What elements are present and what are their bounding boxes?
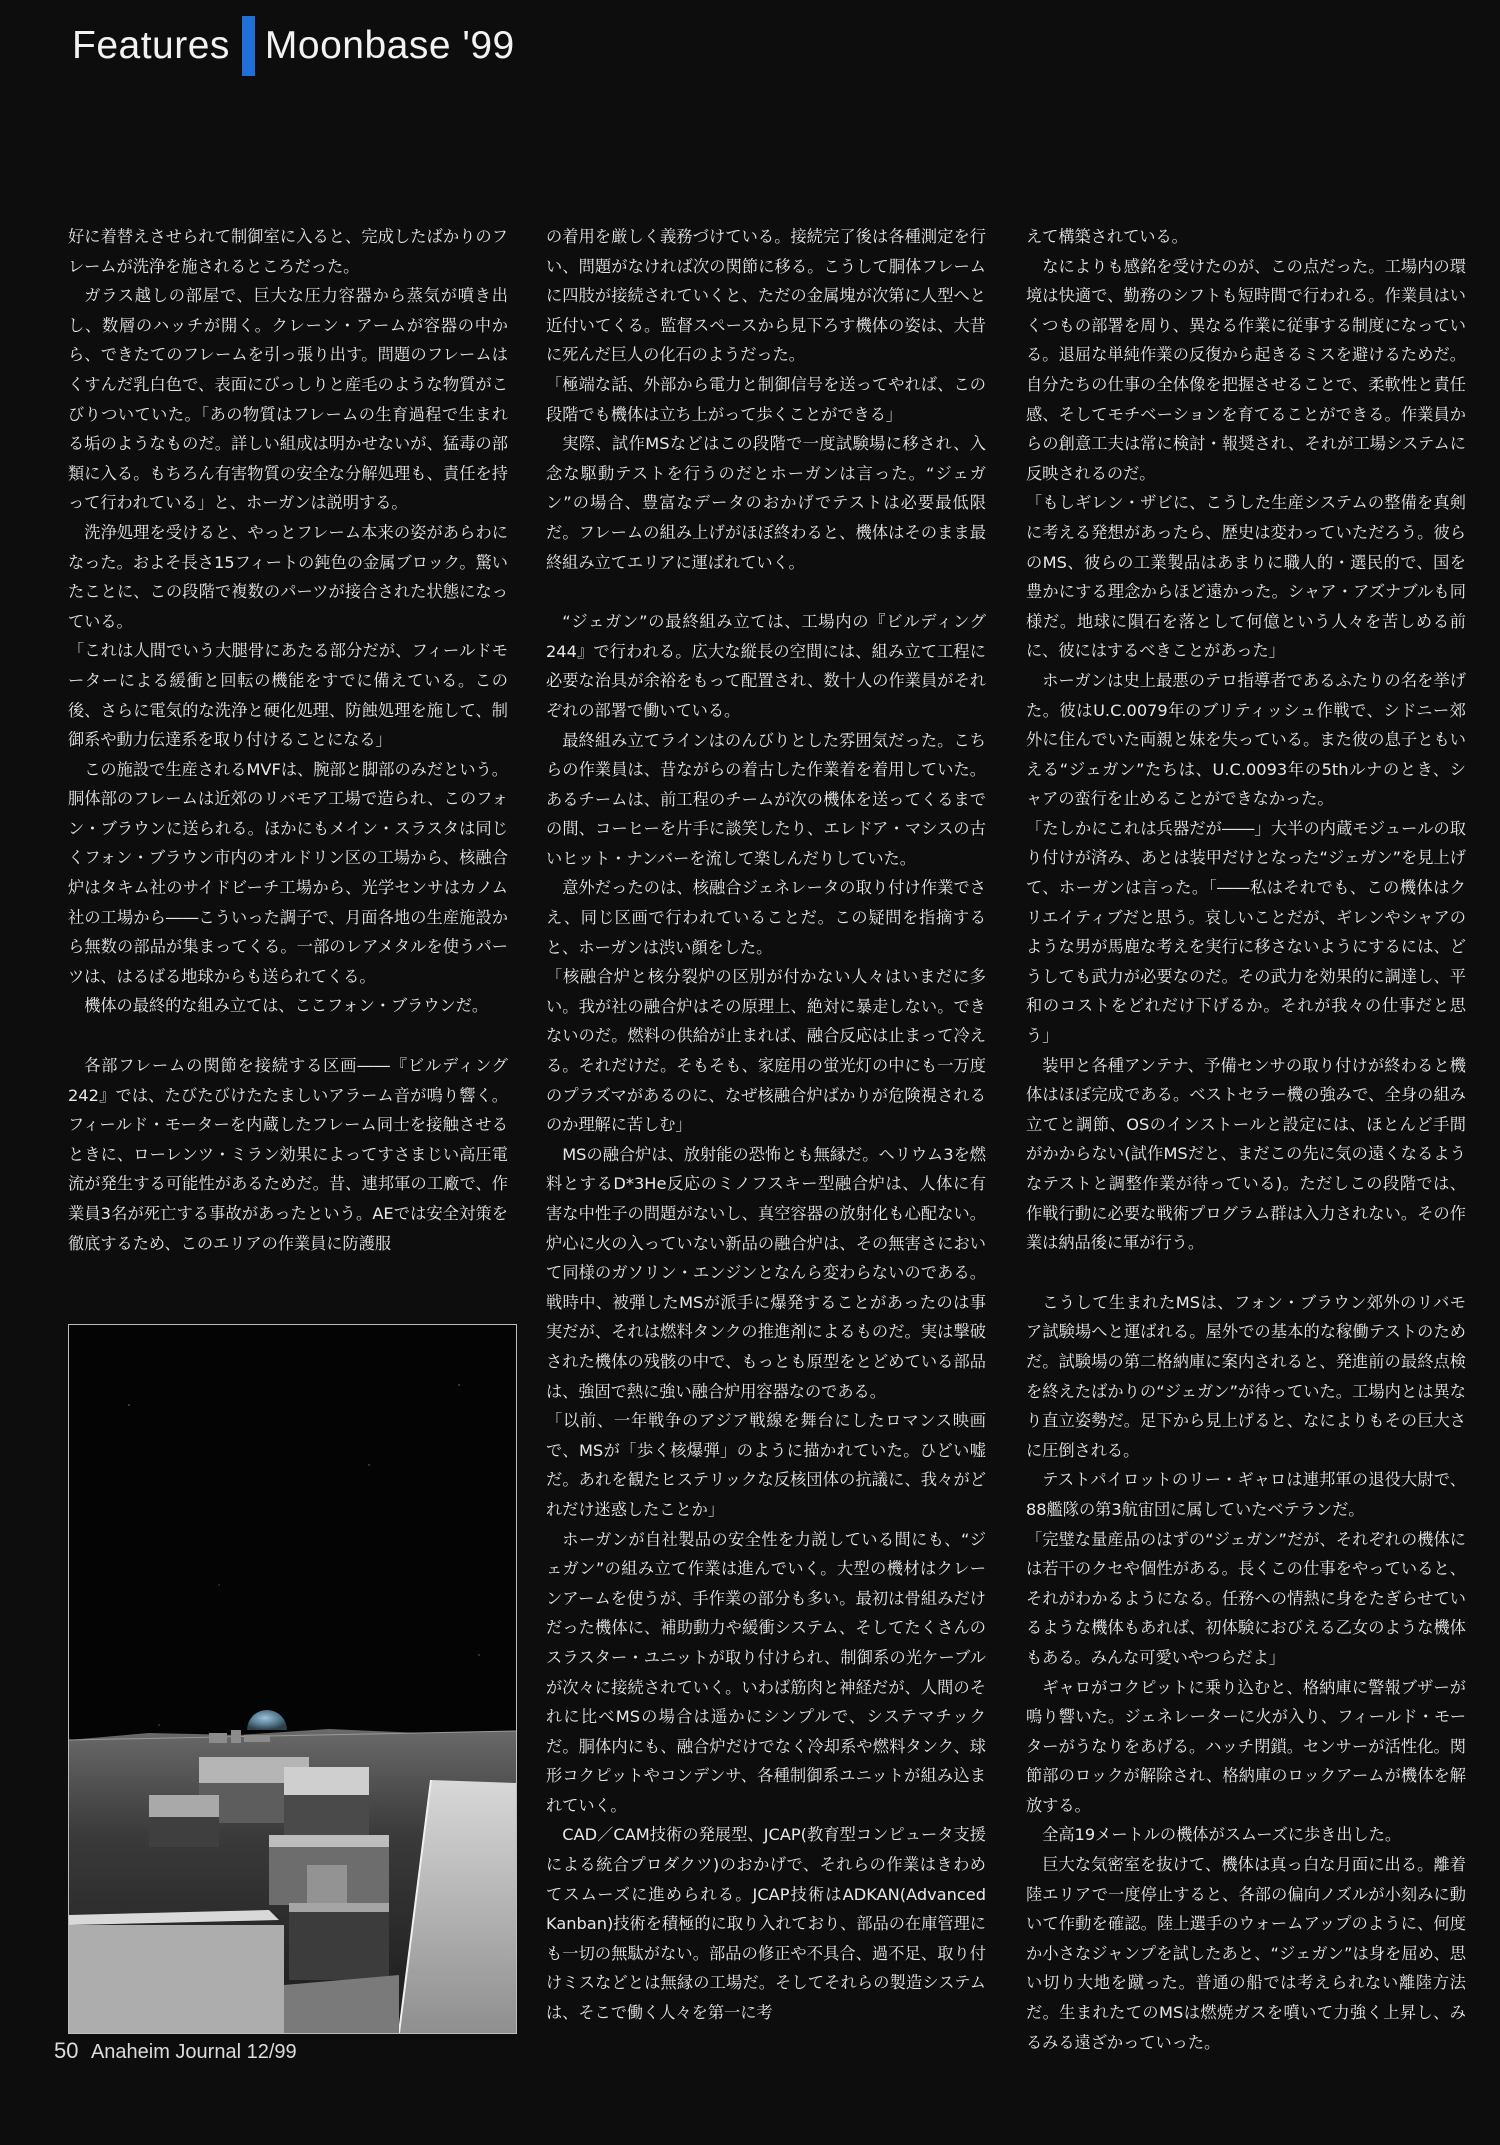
- page-header: [72, 20, 515, 72]
- paragraph: 巨大な気密室を抜けて、機体は真っ白な月面に出る。離着陸エリアで一度停止すると、各部の偏向ノズルが小刻みに動いて作動を確認。陸上選手のウォームアップのように、何度か小さなジャンプを試したあと、“ジェガン”は身を屈め、思い切り大地を蹴った。普通の船では考えられない離陸方法だ。生まれたてのMSは燃焼ガスを噴いて力強く上昇し、みるみる遠ざかっていった。: [1026, 1855, 1466, 2052]
- paragraph: CAD／CAM技術の発展型、JCAP(教育型コンピュータ支援による統合プロダクツ)のおかげで、それらの作業はきわめてスムーズに進められる。JCAP技術はADKAN(Advanced Kanban)技術を積極的に取り入れており、部品の在庫管理にも一切の無駄がない。部品の修正や不具合、過不足、取り付けミスなどとは無縁の工場だ。そしてそれらの製造システムは、そこで働く人々を第一に考: [546, 1825, 986, 2023]
- paragraph: なによりも感銘を受けたのが、この点だった。工場内の環境は快適で、勤務のシフトも短時間で行われる。作業員はいくつもの部署を周り、異なる作業に従事する制度になっている。退屈な単純作業の反復から起きるミスを避けるためだ。自分たちの仕事の全体像を把握させることで、柔軟性と責任感、そしてモチベーションを育てることができる。作業員からの創意工夫は常に検討・報奨され、それが工場システムに反映されるのだ。: [1026, 256, 1466, 483]
- paragraph: MSの融合炉は、放射能の恐怖とも無縁だ。ヘリウム3を燃料とするD*3He反応のミノフスキー型融合炉は、人体に有害な中性子の問題がないし、真空容器の放射化も心配ない。炉心に火の入っていない新品の融合炉は、その無害さにおいて同様のガソリン・エンジンとなんら変わらないのである。戦時中、被弾したMSが派手に爆発することがあったのは事実だが、それは燃料タンクの推進剤によるものだ。実は撃破された機体の残骸の中で、もっとも原型をとどめている部品は、強固で熱に強い融合炉用容器なのである。: [546, 1144, 986, 1401]
- paragraph: 好に着替えさせられて制御室に入ると、完成したばかりのフレームが洗浄を施されるところだった。: [68, 227, 508, 276]
- paragraph: 実際、試作MSなどはこの段階で一度試験場に移され、入念な駆動テストを行うのだとホーガンは言った。“ジェガン”の場合、豊富なデータのおかげでテストは必要最低限だ。フレームの組み上げがほぼ終わると、機体はそのまま最終組み立てエリアに運ばれていく。: [546, 434, 986, 572]
- paragraph: 意外だったのは、核融合ジェネレータの取り付け作業でさえ、同じ区画で行われていることだ。この疑問を指摘すると、ホーガンは渋い顔をした。: [546, 878, 986, 957]
- quote-paragraph: 「これは人間でいう大腿骨にあたる部分だが、フィールドモーターによる緩衝と回転の機能をすでに備えている。この後、さらに電気的な洗浄と硬化処理、防蝕処理を施して、制御系や動力伝達系を取り付けることになる」: [68, 641, 508, 750]
- paragraph: の着用を厳しく義務づけている。接続完了後は各種測定を行い、問題がなければ次の関節に移る。こうして胴体フレームに四肢が接続されていくと、ただの金属塊が次第に人型へと近付いてくる。監督スペースから見下ろす機体の姿は、大昔に死んだ巨人の化石のようだった。: [546, 227, 986, 365]
- text-column-3: [1026, 222, 1466, 2057]
- article-title: Moonbase '99: [264, 24, 515, 67]
- paragraph: こうして生まれたMSは、フォン・ブラウン郊外のリバモア試験場へと運ばれる。屋外での基本的な稼働テストのためだ。試験場の第二格納庫に案内されると、発進前の最終点検を終えたばかりの“ジェガン”が待っていた。工場内とは異なり直立姿勢だ。足下から見上げると、なによりもその巨大さに圧倒される。: [1026, 1292, 1466, 1460]
- page-footer: [54, 2038, 297, 2064]
- quote-paragraph: 「完璧な量産品のはずの“ジェガン”だが、それぞれの機体には若干のクセや個性がある。長くこの仕事をやっていると、それがわかるようになる。任務への情熱に身をたぎらせているような機体もあれば、初体験におびえる乙女のような機体もある。みんな可愛いやつらだよ」: [1026, 1529, 1466, 1667]
- text-column-2: [546, 222, 986, 2028]
- paragraph: ギャロがコクピットに乗り込むと、格納庫に警報ブザーが鳴り響いた。ジェネレーターに火が入り、フィールド・モーターがうなりをあげる。ハッチ閉鎖。センサーが活性化。関節部のロックが解除され、格納庫のロックアームが機体を解放する。: [1026, 1677, 1466, 1815]
- quote-paragraph: 「たしかにこれは兵器だが――」大半の内蔵モジュールの取り付けが済み、あとは装甲だけとなった“ジェガン”を見上げて、ホーガンは言った。「――私はそれでも、この機体はクリエイティブだと思う。哀しいことだが、ギレンやシャアのような男が馬鹿な考えを実行に移さないようにするには、どうしても武力が必要なのだ。その武力を効果的に調達し、平和のコストをどれだけ下げるか。それが我々の仕事だと思う」: [1026, 818, 1466, 1046]
- paragraph: 装甲と各種アンテナ、予備センサの取り付けが終わると機体はほぼ完成である。ベストセラー機の強みで、全身の組み立てと調節、OSのインストールと設定には、ほとんど手間がかからない(試作MSだと、まだこの先に気の遠くなるようなテストと調整作業が待っている)。ただしこの段階では、作戦行動に必要な戦術プログラム群は入力されない。その作業は納品後に軍が行う。: [1026, 1055, 1466, 1253]
- paragraph: この施設で生産されるMVFは、腕部と脚部のみだという。胴体部のフレームは近郊のリバモア工場で造られ、このフォン・ブラウンに送られる。ほかにもメイン・スラスタは同じくフォン・ブラウン市内のオルドリン区の工場から、核融合炉はタキム社のサイドビーチ工場から、光学センサはカノム社の工場から――こういった調子で、月面各地の生産施設から無数の部品が集まってくる。一部のレアメタルを使うパーツは、はるばる地球からも送られてくる。: [68, 759, 508, 986]
- quote-paragraph: 「もしギレン・ザビに、こうした生産システムの整備を真剣に考える発想があったら、歴史は変わっていただろう。彼らのMS、彼らの工業製品はあまりに職人的・選民的で、国を豊かにする理念からほど遠かった。シャア・アズナブルも同様だ。地球に隕石を落として何億という人々を苦しめる前に、彼にはするべきことがあった」: [1026, 493, 1466, 661]
- paragraph: ガラス越しの部屋で、巨大な圧力容器から蒸気が噴き出し、数層のハッチが開く。クレーン・アームが容器の中から、できたてのフレームを引っ張り出す。問題のフレームはくすんだ乳白色で、表面にびっしりと産毛のような物質がこびりついていた。「あの物質はフレームの生育過程で生まれる垢のようなものだ。詳しい組成は明かせないが、猛毒の部類に入る。もちろん有害物質の安全な分解処理も、責任を持って行われている」と、ホーガンは説明する。: [68, 286, 508, 513]
- paragraph: “ジェガン”の最終組み立ては、工場内の『ビルディング244』で行われる。広大な縦長の空間には、組み立て工程に必要な治具が余裕をもって配置され、数十人の作業員がそれぞれの部署で働いている。: [546, 612, 986, 720]
- paragraph: えて構築されている。: [1026, 227, 1188, 246]
- journal-issue: Anaheim Journal 12/99: [90, 2041, 297, 2063]
- paragraph: 各部フレームの関節を接続する区画――『ビルディング242』では、たびたびけたたましいアラーム音が鳴り響く。フィールド・モーターを内蔵したフレーム同士を接触させるときに、ローレンツ・ミラン効果によってすさまじい高圧電流が発生する可能性があるためだ。昔、連邦軍の工廠で、作業員3名が死亡する事故があったという。AEでは安全対策を徹底するため、このエリアの作業員に防護服: [68, 1056, 508, 1253]
- paragraph: 洗浄処理を受けると、やっとフレーム本来の姿があらわになった。およそ長さ15フィートの鈍色の金属ブロック。驚いたことに、この段階で複数のパーツが接合された状態になっている。: [68, 522, 508, 631]
- paragraph: ホーガンは史上最悪のテロ指導者であるふたりの名を挙げた。彼はU.C.0079年のブリティッシュ作戦で、シドニー郊外に住んでいた両親と妹を失っている。また彼の息子ともいえる“ジェガン”たちは、U.C.0093年の5thルナのとき、シャアの蛮行を止めることができなかった。: [1026, 670, 1466, 809]
- text-column-1: [68, 222, 508, 1258]
- quote-paragraph: 「極端な話、外部から電力と制御信号を送ってやれば、この段階でも機体は立ち上がって歩くことができる」: [546, 374, 986, 424]
- header-divider-bar: [242, 16, 255, 76]
- paragraph: ホーガンが自社製品の安全性を力説している間にも、“ジェガン”の組み立て作業は進んでいく。大型の機材はクレーンアームを使うが、手作業の部分も多い。最初は骨組みだけだった機体に、補助動力や緩衝システム、そしてたくさんのスラスター・ユニットが取り付けられ、制御系の光ケーブルが次々に接続されていく。いわば筋肉と神経だが、人間のそれに比べMSの場合は遥かにシンプルで、システマチックだ。胴体内にも、融合炉だけでなく冷却系や燃料タンク、球形コクピットやコンデンサ、各種制御系ユニットが組み込まれていく。: [546, 1529, 986, 1815]
- paragraph: テストパイロットのリー・ギャロは連邦軍の退役大尉で、88艦隊の第3航宙団に属していたベテランだ。: [1026, 1470, 1466, 1519]
- section-label: Features: [72, 24, 230, 67]
- lunar-base-photo: [68, 1324, 517, 2034]
- paragraph: 機体の最終的な組み立ては、ここフォン・ブラウンだ。: [84, 996, 489, 1016]
- page-number: 50: [54, 2038, 79, 2063]
- paragraph: 全高19メートルの機体がスムーズに歩き出した。: [1042, 1825, 1402, 1845]
- quote-paragraph: 「以前、一年戦争のアジア戦線を舞台にしたロマンス映画で、MSが「歩く核爆弾」のように描かれていた。ひどい嘘だ。あれを観たヒステリックな反核団体の抗議に、我々がどれだけ迷惑したことか」: [546, 1411, 986, 1519]
- paragraph: 最終組み立てラインはのんびりとした雰囲気だった。こちらの作業員は、昔ながらの着古した作業着を着用していた。あるチームは、前工程のチームが次の機体を送ってくるまでの間、コーヒーを片手に談笑したり、エレドア・マシスの古いヒット・ナンバーを流して楽しんだりしていた。: [546, 730, 986, 868]
- quote-paragraph: 「核融合炉と核分裂炉の区別が付かない人々はいまだに多い。我が社の融合炉はその原理上、絶対に暴走しない。できないのだ。燃料の供給が止まれば、融合反応は止まって冷える。それだけだ。そもそも、家庭用の蛍光灯の中にも一万度のプラズマがあるのに、なぜ核融合炉ばかりが危険視されるのか理解に苦しむ」: [546, 967, 986, 1135]
